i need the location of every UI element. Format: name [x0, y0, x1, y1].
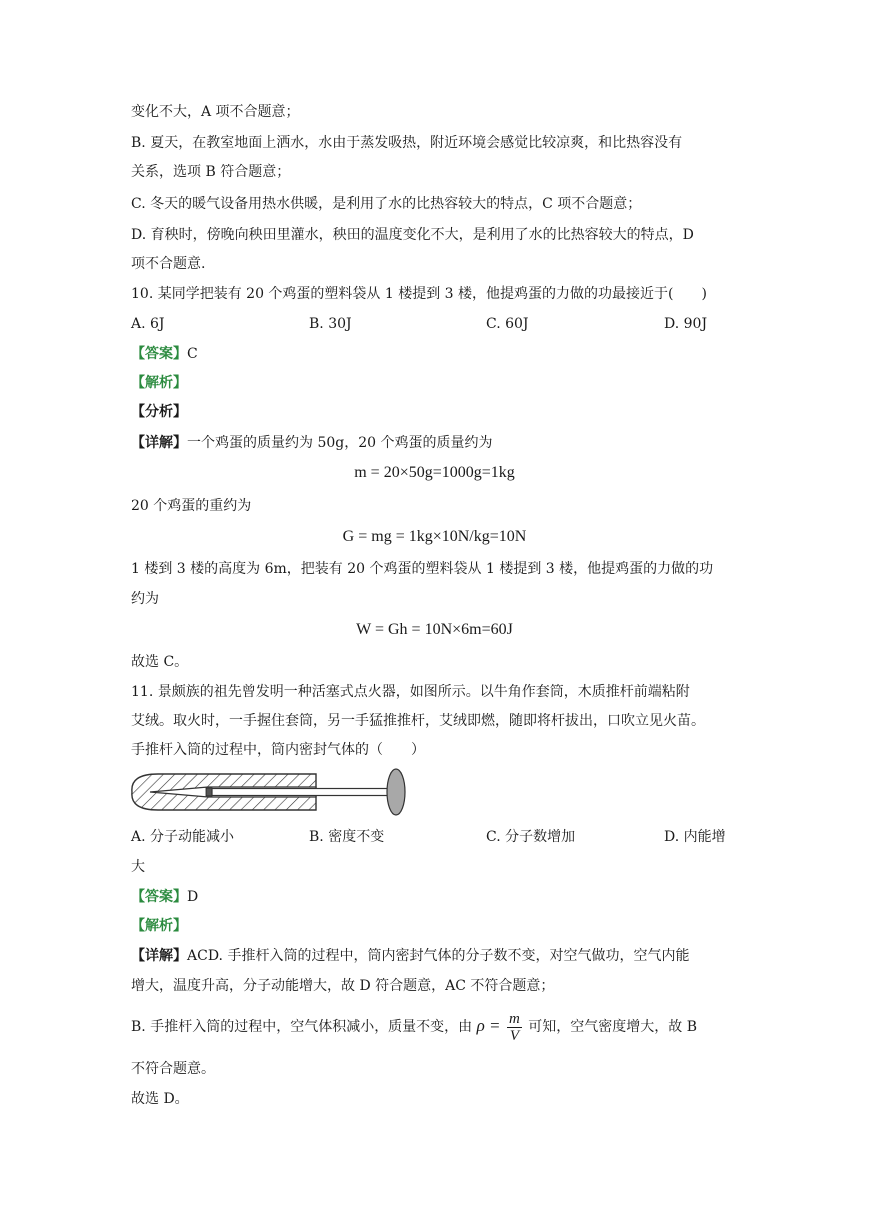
- answer-11: [131, 887, 198, 907]
- q11-option-d: D. 内能增: [664, 829, 726, 845]
- q10-option-c: C. 60J: [486, 316, 529, 332]
- detail-11-line2: 增大，温度升高，分子动能增大，故 D 符合题意，AC 不符合题意；: [131, 978, 555, 994]
- question-11-line2: 艾绒。取火时，一手握住套筒，另一手猛推推杆，艾绒即燃，随即将杆拔出，口吹立见火苗。: [131, 713, 705, 729]
- text-line: 20 个鸡蛋的重约为: [131, 498, 252, 514]
- fraction-denominator: V: [509, 1027, 519, 1044]
- text-line: 故选 D。: [131, 1091, 189, 1107]
- fire-piston-diagram: [128, 764, 412, 824]
- density-fraction: [507, 1011, 522, 1044]
- b-text-pre: B. 手推杆入筒的过程中，空气体积减小，质量不变，由: [131, 1019, 473, 1035]
- detail-text: 一个鸡蛋的质量约为 50g，20 个鸡蛋的质量约为: [187, 435, 493, 451]
- text-line: 故选 C。: [131, 654, 189, 670]
- text-line: 关系，选项 B 符合题意；: [131, 164, 291, 180]
- formula-mass: m = 20×50g=1000g=1kg: [354, 464, 515, 481]
- question-11-line1: 11. 景颇族的祖先曾发明一种活塞式点火器，如图所示。以牛角作套筒，木质推杆前端粘附: [131, 684, 690, 700]
- text-line: B. 夏天，在教室地面上洒水，水由于蒸发吸热，附近环境会感觉比较凉爽，和比热容没有: [131, 135, 683, 151]
- answer-tag: 【答案】: [131, 889, 187, 905]
- formula-weight: G = mg = 1kg×10N/kg=10N: [342, 528, 527, 545]
- text-line: 1 楼到 3 楼的高度为 6m，把装有 20 个鸡蛋的塑料袋从 1 楼提到 3 楼，他提鸡蛋的力做的功: [131, 561, 714, 577]
- detail-10: [131, 433, 493, 453]
- detail-11-line1: [131, 946, 689, 966]
- formula-work: W = Gh = 10N×6m=60J: [356, 621, 513, 638]
- detail-tag: 【详解】: [131, 435, 187, 451]
- analysis-tag: 【解析】: [131, 918, 187, 934]
- text-line: D. 育秧时，傍晚向秧田里灌水，秧田的温度变化不大，是利用了水的比热容较大的特点，D: [131, 227, 694, 243]
- detail-text: ACD. 手推杆入筒的过程中，筒内密封气体的分子数不变，对空气做功，空气内能: [187, 948, 690, 964]
- q11-option-d-continued: 大: [131, 859, 145, 875]
- rho-symbol: ρ =: [476, 1016, 501, 1035]
- q10-option-a: A. 6J: [131, 316, 165, 332]
- q10-option-b: B. 30J: [309, 316, 352, 332]
- b-text-post: 可知，空气密度增大，故 B: [528, 1019, 698, 1035]
- text-line: 项不合题意.: [131, 256, 206, 272]
- question-11-line3: 手推杆入筒的过程中，筒内密封气体的（ ）: [131, 742, 425, 758]
- answer-tag: 【答案】: [131, 346, 187, 362]
- text-line: C. 冬天的暖气设备用热水供暖，是利用了水的比热容较大的特点，C 项不合题意；: [131, 196, 642, 212]
- q11-option-b: B. 密度不变: [309, 829, 385, 845]
- q10-option-d: D. 90J: [664, 316, 708, 332]
- fenxi-tag: 【分析】: [131, 404, 187, 420]
- analysis-tag: 【解析】: [131, 375, 187, 391]
- answer-10: [131, 344, 198, 364]
- text-line: 约为: [131, 591, 159, 607]
- detail-11-b: [131, 1008, 697, 1045]
- detail-tag: 【详解】: [131, 948, 187, 964]
- text-line: 不符合题意。: [131, 1061, 215, 1077]
- answer-value: D: [187, 889, 199, 905]
- question-10: 10. 某同学把装有 20 个鸡蛋的塑料袋从 1 楼提到 3 楼，他提鸡蛋的力做的功最接近于( ): [131, 286, 707, 302]
- answer-value: C: [187, 346, 198, 362]
- q11-option-c: C. 分子数增加: [486, 829, 576, 845]
- q11-option-a: A. 分子动能减小: [131, 829, 235, 845]
- text-line: 变化不大，A 项不合题意；: [131, 104, 300, 120]
- fraction-numerator: m: [508, 1010, 520, 1027]
